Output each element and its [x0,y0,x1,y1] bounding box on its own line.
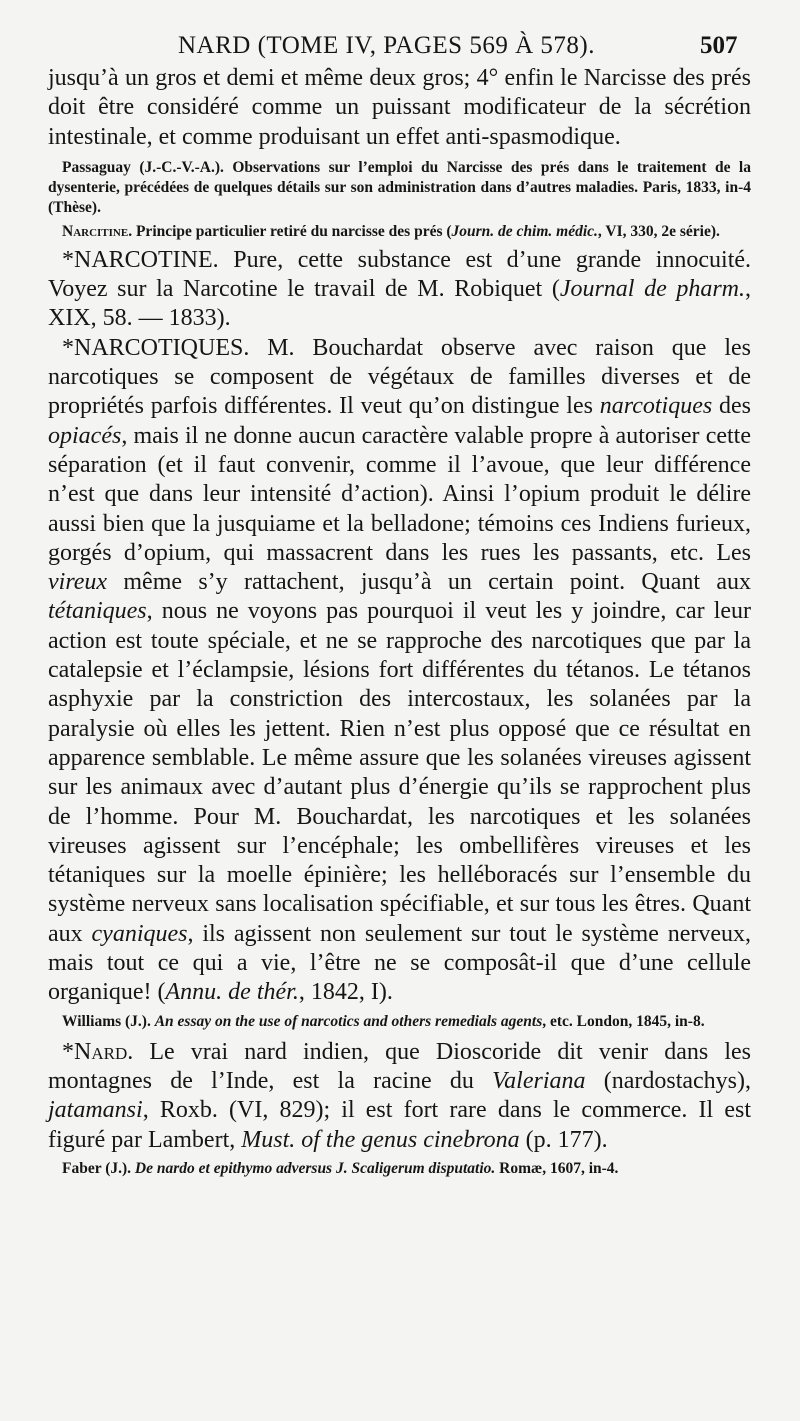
nard-text-d: (p. 177). [525,1126,608,1153]
narcotiques-text-b: des [719,393,751,420]
faber-imprint: Romæ, 1607, in-4. [499,1159,619,1177]
narcotiques-italic-4: tétaniques [48,598,147,625]
paragraph-narcisse-end: jusqu’à un gros et demi et même deux gros; 4° enfin le Narcisse des prés doit être considéré comme un puissant modificateur de la sécrétion intestinale, et comme produisant un effet anti-spasmodique. [48,65,751,150]
narcotiques-text-a: M. Bouchardat observe avec raison que les narcotiques se composent de végétaux de familles diverses et de propriétés parfois différentes. Il veut qu’on distingue les [48,334,751,420]
narcotiques-text-c: , mais il ne donne aucun caractère valable propre à autoriser cette séparation (et il faut convenir, comme il l’avoue, que leur différence n’est que dans leur intensité d’action). Ainsi l’opium produit le délire aussi bien que la jusquiame et la belladone; témoins ces Indiens furieux, gorgés d’opium, qui massacrent dans les rues les passants, etc. Les [48,422,751,566]
reference-passaguay: Passaguay (J.-C.-V.-A.). Observations sur l’emploi du Narcisse des prés dans le traitement de la dysenterie, précédées de quelques détails sur son administration dans d’autres maladies. Paris, 1833, in-4 (Thèse). [48,158,751,216]
williams-imprint: , etc. London, 1845, in-8. [542,1012,705,1030]
narcitine-text: Principe particulier retiré du narcisse des prés ( [135,222,452,240]
nard-italic-3: Must. of the genus cinebrona [241,1126,520,1153]
reference-faber [48,1159,751,1179]
faber-title: De nardo et epithymo adversus J. Scaligerum disputatio. [134,1159,496,1177]
narcotiques-text-d: même s’y rattachent, jusqu’à un certain point. Quant aux [123,569,752,596]
narcotine-text: Pure, cette substance est d’une grande innocuité. Voyez sur la Narcotine le travail de M. Robiquet ( [48,246,752,303]
entry-head-narcitine: Narcitine. [62,222,133,240]
entry-nard [48,1038,751,1155]
running-header [0,30,800,64]
faber-author: Faber (J.). [62,1159,132,1177]
narcotiques-italic-3: vireux [48,569,108,596]
narcotiques-italic-6: Annu. de thér. [165,979,299,1006]
entry-narcotine [48,246,751,334]
reference-williams [48,1012,751,1032]
narcotiques-text-f: , ils agissent non seulement sur tout le système nerveux, mais tout ce qui a vie, l’être ne se composât-il que d’une cellule organique! ( [48,920,752,1006]
running-title: NARD (TOME IV, PAGES 569 À 578). [178,32,595,59]
narcitine-journal: Journ. de chim. médic. [451,222,598,240]
nard-text-a: Le vrai nard indien, que Dioscoride dit venir dans les montagnes de l’Inde, est la racine du [48,1038,751,1094]
narcotiques-italic-2: opiacés [48,422,122,449]
page-number: 507 [700,32,738,59]
narcotiques-text-e: , nous ne voyons pas pourquoi il veut les y joindre, car leur action est toute spéciale, et ne se rapproche des narcotiques que par la catalepsie et l’éclampsie, lésions fort différentes du tétanos. Le tétanos asphyxie par la constriction des intercostaux, les solanées par la paralysie où elles les jettent. Rien n’est plus opposé que ce résultat en apparence semblable. Le même assure que les solanées vireuses agissent sur les animaux avec d’autant plus d’énergie qu’ils se rapprochent plus de l’homme. Pour M. Bouchardat, les narcotiques et les solanées vireuses agissent sur l’encéphale; les ombellifères vireuses et les tétaniques sur la moelle épinière; les helléboracés sur l’ensemble du système nerveux sans localisation spécifiable, et sur tous les êtres. Quant aux [48,598,751,947]
nard-italic-1: Valeriana [492,1067,586,1094]
williams-author: Williams (J.). [62,1012,151,1030]
page-body [48,64,751,1179]
narcotiques-italic-1: narcotiques [599,393,713,420]
entry-narcitine [48,222,751,242]
narcotiques-italic-5: cyaniques [91,920,188,947]
narcotiques-text-g: , 1842, I). [298,979,393,1006]
narcotine-journal: Journal de pharm. [559,276,745,303]
nard-italic-2: jatamansi [48,1097,143,1124]
entry-narcotiques [48,334,751,1008]
narcitine-end: , VI, 330, 2e série). [597,222,720,240]
nard-text-b: (nardostachys), [603,1067,751,1094]
entry-head-nard: *Nard. [62,1038,134,1065]
entry-head-narcotiques: *NARCOTIQUES. [62,334,250,361]
entry-head-narcotine: *NARCOTINE. [62,246,219,273]
williams-title: An essay on the use of narcotics and others remedials agents [154,1012,543,1030]
nard-text-c: , Roxb. (VI, 829); il est fort rare dans le commerce. Il est figuré par Lambert, [48,1097,751,1153]
narcotine-end: , XIX, 58. — 1833). [48,276,751,332]
